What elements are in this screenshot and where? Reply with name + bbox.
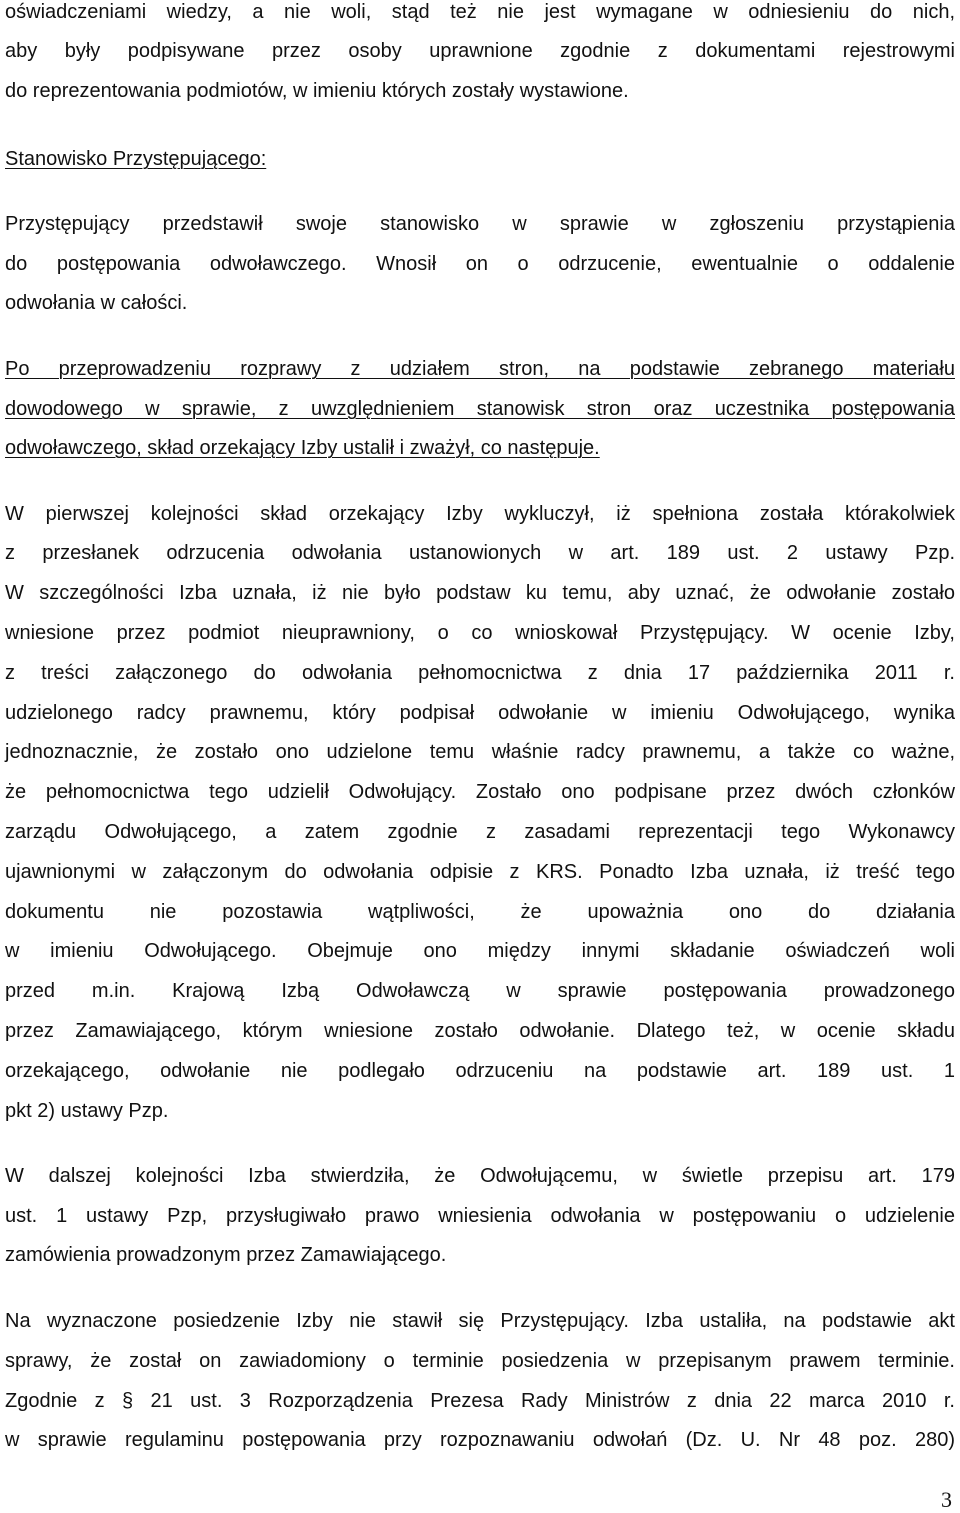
text-line: Na wyznaczone posiedzenie Izby nie stawił się Przystępujący. Izba ustaliła, na podstawie akt <box>5 1310 955 1332</box>
text-line: dokumentu nie pozostawia wątpliwości, że upoważnia ono do działania <box>5 901 955 923</box>
text-line: przez Zamawiającego, którym wniesione zostało odwołanie. Dlatego też, w ocenie składu <box>5 1020 955 1042</box>
text-line: sprawy, że został on zawiadomiony o terminie posiedzenia w przepisanym prawem terminie. <box>5 1350 955 1372</box>
text-line: Przystępujący przedstawił swoje stanowisko w sprawie w zgłoszeniu przystąpienia <box>5 213 955 235</box>
text-line: pkt 2) ustawy Pzp. <box>5 1100 169 1122</box>
underlined-line: Po przeprowadzeniu rozprawy z udziałem stron, na podstawie zebranego materiału <box>5 358 955 380</box>
text-line: w sprawie regulaminu postępowania przy rozpoznawaniu odwołań (Dz. U. Nr 48 poz. 280) <box>5 1429 955 1451</box>
text-line: do reprezentowania podmiotów, w imieniu których zostały wystawione. <box>5 80 629 102</box>
text-line: odwołania w całości. <box>5 292 188 314</box>
text-line: do postępowania odwoławczego. Wnosił on o odrzucenie, ewentualnie o oddalenie <box>5 253 955 275</box>
underlined-line: dowodowego w sprawie, z uwzględnieniem stanowisk stron oraz uczestnika postępowania <box>5 398 955 420</box>
text-line: W szczególności Izba uznała, iż nie było podstaw ku temu, aby uznać, że odwołanie zostało <box>5 582 955 604</box>
text-line: że pełnomocnictwa tego udzielił Odwołujący. Zostało ono podpisane przez dwóch członków <box>5 781 955 803</box>
page-number: 3 <box>941 1487 952 1512</box>
text-line: W pierwszej kolejności skład orzekający Izby wykluczył, iż spełniona została którakolwiek <box>5 503 955 525</box>
text-line: w imieniu Odwołującego. Obejmuje ono między innymi składanie oświadczeń woli <box>5 940 955 962</box>
text-line: udzielonego radcy prawnemu, który podpisał odwołanie w imieniu Odwołującego, wynika <box>5 702 955 724</box>
text-line: zamówienia prowadzonym przez Zamawiającego. <box>5 1244 447 1266</box>
text-line: jednoznacznie, że zostało ono udzielone temu właśnie radcy prawnemu, a także co ważne, <box>5 741 955 763</box>
text-line: zarządu Odwołującego, a zatem zgodnie z zasadami reprezentacji tego Wykonawcy <box>5 821 955 843</box>
text-line: oświadczeniami wiedzy, a nie woli, stąd też nie jest wymagane w odniesieniu do nich, <box>5 1 955 23</box>
text-line: ust. 1 ustawy Pzp, przysługiwało prawo wniesienia odwołania w postępowaniu o udzielenie <box>5 1205 955 1227</box>
text-line: ujawnionymi w załączonym do odwołania odpisie z KRS. Ponadto Izba uznała, iż treść tego <box>5 861 955 883</box>
text-line: z treści załączonego do odwołania pełnomocnictwa z dnia 17 października 2011 r. <box>5 662 955 684</box>
underlined-line: odwoławczego, skład orzekający Izby ustalił i zważył, co następuje. <box>5 437 600 459</box>
text-line: przed m.in. Krajową Izbą Odwoławczą w sprawie postępowania prowadzonego <box>5 980 955 1002</box>
text-line: W dalszej kolejności Izba stwierdziła, że Odwołującemu, w świetle przepisu art. 179 <box>5 1165 955 1187</box>
text-line: Zgodnie z § 21 ust. 3 Rozporządzenia Prezesa Rady Ministrów z dnia 22 marca 2010 r. <box>5 1390 955 1412</box>
text-line: orzekającego, odwołanie nie podlegało odrzuceniu na podstawie art. 189 ust. 1 <box>5 1060 955 1082</box>
section-heading: Stanowisko Przystępującego: <box>5 148 267 170</box>
text-line: z przesłanek odrzucenia odwołania ustanowionych w art. 189 ust. 2 ustawy Pzp. <box>5 542 955 564</box>
text-line: wniesione przez podmiot nieuprawniony, o co wnioskował Przystępujący. W ocenie Izby, <box>5 622 955 644</box>
text-line: aby były podpisywane przez osoby uprawnione zgodnie z dokumentami rejestrowymi <box>5 40 955 62</box>
